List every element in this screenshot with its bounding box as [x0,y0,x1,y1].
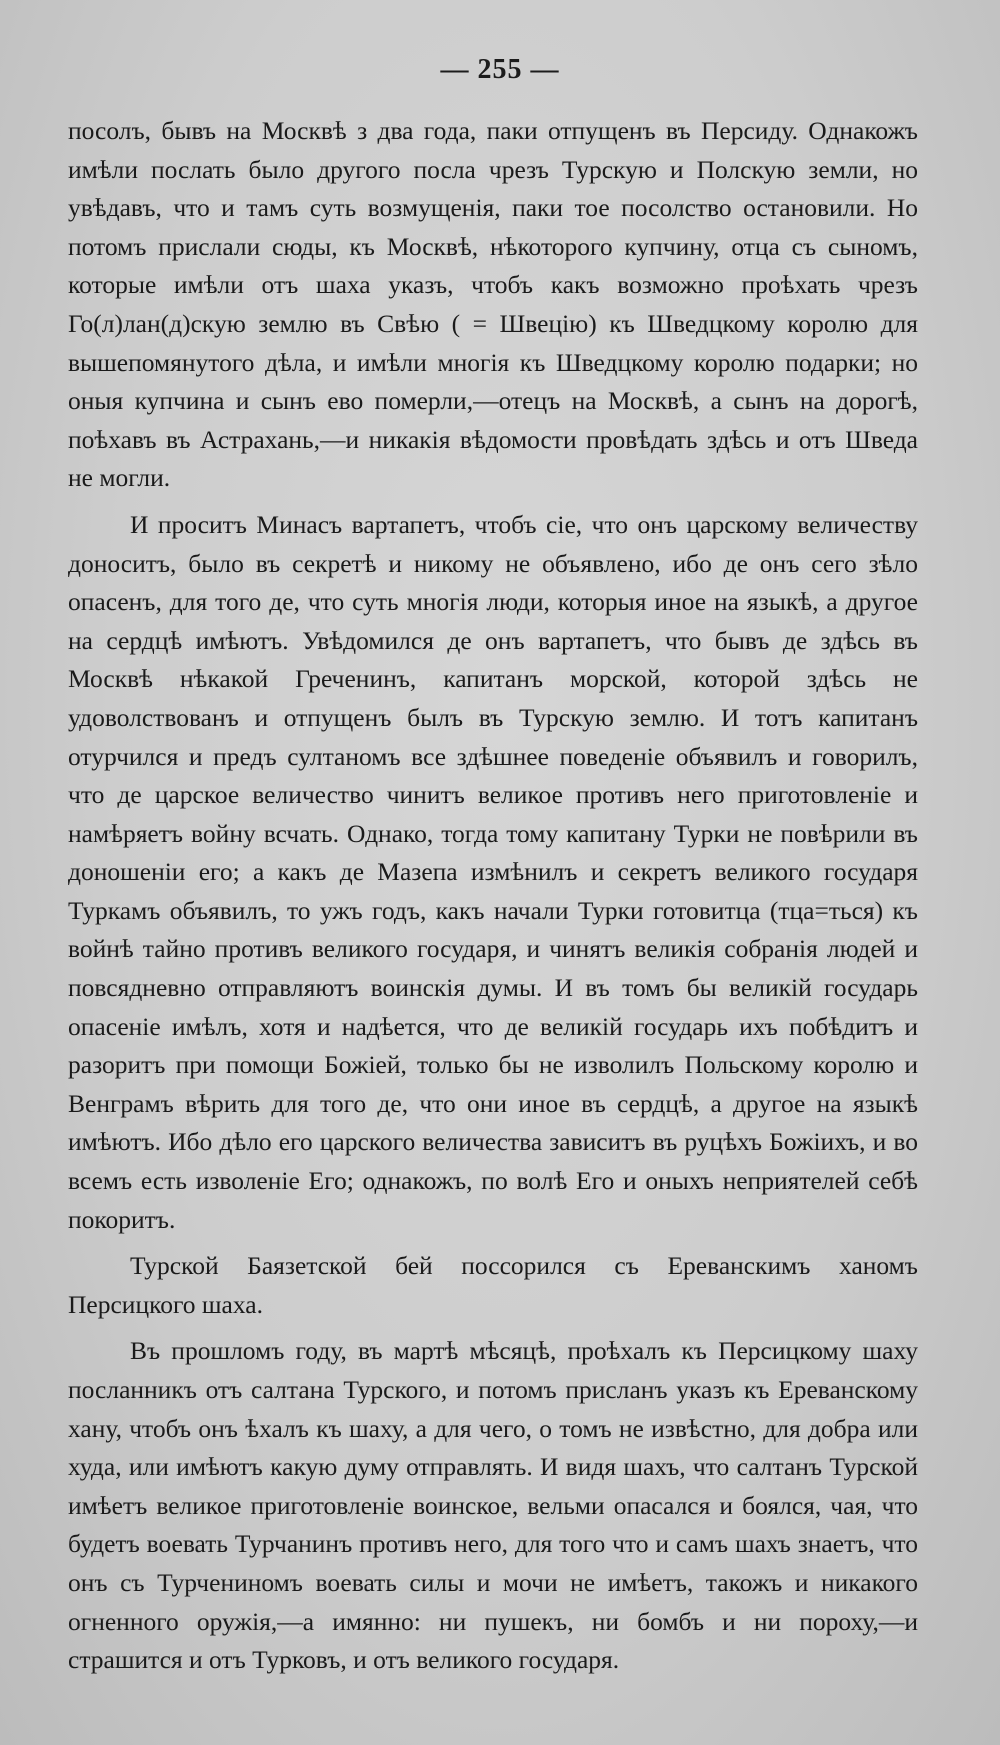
body-text [68,112,918,1688]
paragraph-1: посолъ, бывъ на Москвѣ з два года, паки отпущенъ въ Персиду. Однакожъ имѣли послать было другого посла чрезъ Турскую и Полскую земли, но увѣдавъ, что и тамъ суть возмущенія, паки тое посолство остановили. Но потомъ прислали сюды, къ Москвѣ, нѣкоторого купчину, отца съ сыномъ, которые имѣли отъ шаха указъ, чтобъ какъ возможно проѣхать чрезъ Го(л)лан(д)скую землю въ Свѣю ( = Швецію) къ Шведцкому королю для вышепомянутого дѣла, и имѣли многія къ Шведцкому королю подарки; но оныя купчина и сынъ ево померли,—отецъ на Москвѣ, а сынъ на дорогѣ, поѣхавъ въ Астрахань,—и никакія вѣдомости провѣдать здѣсь и отъ Шведа не могли. [68,116,918,493]
page-number: — 255 — [440,54,560,85]
paragraph-3: Турской Баязетской бей поссорился съ Ереванскимъ ханомъ Персицкого шаха. [68,1251,918,1319]
paragraph-2: И проситъ Минасъ вартапетъ, чтобъ сіе, что онъ царскому величеству доноситъ, было въ секретѣ и никому не объявлено, ибо де онъ сего зѣло опасенъ, для того де, что суть многія люди, которыя иное на языкѣ, а другое на сердцѣ имѣютъ. Увѣдомился де онъ вартапетъ, что бывъ де здѣсь въ Москвѣ нѣкакой Греченинъ, капитанъ морской, которой здѣсь не удоволствованъ и отпущенъ былъ въ Турскую землю. И тотъ капитанъ отурчился и предъ султаномъ все здѣшнее поведеніе объявилъ и говорилъ, что де царское величество чинитъ великое противъ него приготовленіе и намѣряетъ войну всчать. Однако, тогда тому капитану Турки не повѣрили въ доношеніи его; а какъ де Мазепа измѣнилъ и секретъ великого государя Туркамъ объявилъ, то ужъ годъ, какъ начали Турки готовитца (тца=ться) къ войнѣ тайно противъ великого государя, и чинятъ великія собранія людей и повсядневно отправляютъ воинскія думы. И въ томъ бы великій государь опасеніе имѣлъ, хотя и надѣется, что де великій государь ихъ побѣдитъ и разоритъ при помощи Божіей, только бы не изволилъ Польскому королю и Венграмъ вѣрить для того де, что они иное въ сердцѣ, а другое на языкѣ имѣютъ. Ибо дѣло его царского величества зависитъ въ руцѣхъ Божіихъ, и во всемъ есть изволеніе Его; однакожъ, по волѣ Его и оныхъ неприятелей себѣ покоритъ. [68,509,918,1234]
paragraph-4: Въ прошломъ году, въ мартѣ мѣсяцѣ, проѣхалъ къ Персицкому шаху посланникъ отъ салтана Турского, и потомъ присланъ указъ къ Ереванскому хану, чтобъ онъ ѣхалъ къ шаху, а для чего, о томъ не извѣстно, для добра или худа, или имѣютъ какую думу отправлять. И видя шахъ, что салтанъ Турской имѣетъ великое приготовленіе воинское, вельми опасался и боялся, чая, что будетъ воевать Турчанинъ противъ него, для того что и самъ шахъ знаетъ, что онъ съ Турчениномъ воевать силы и мочи не имѣетъ, такожъ и никакого огненного оружія,—а имянно: ни пушекъ, ни бомбъ и ни пороху,—и страшится и отъ Турковъ, и отъ великого государя. [68,1336,918,1675]
